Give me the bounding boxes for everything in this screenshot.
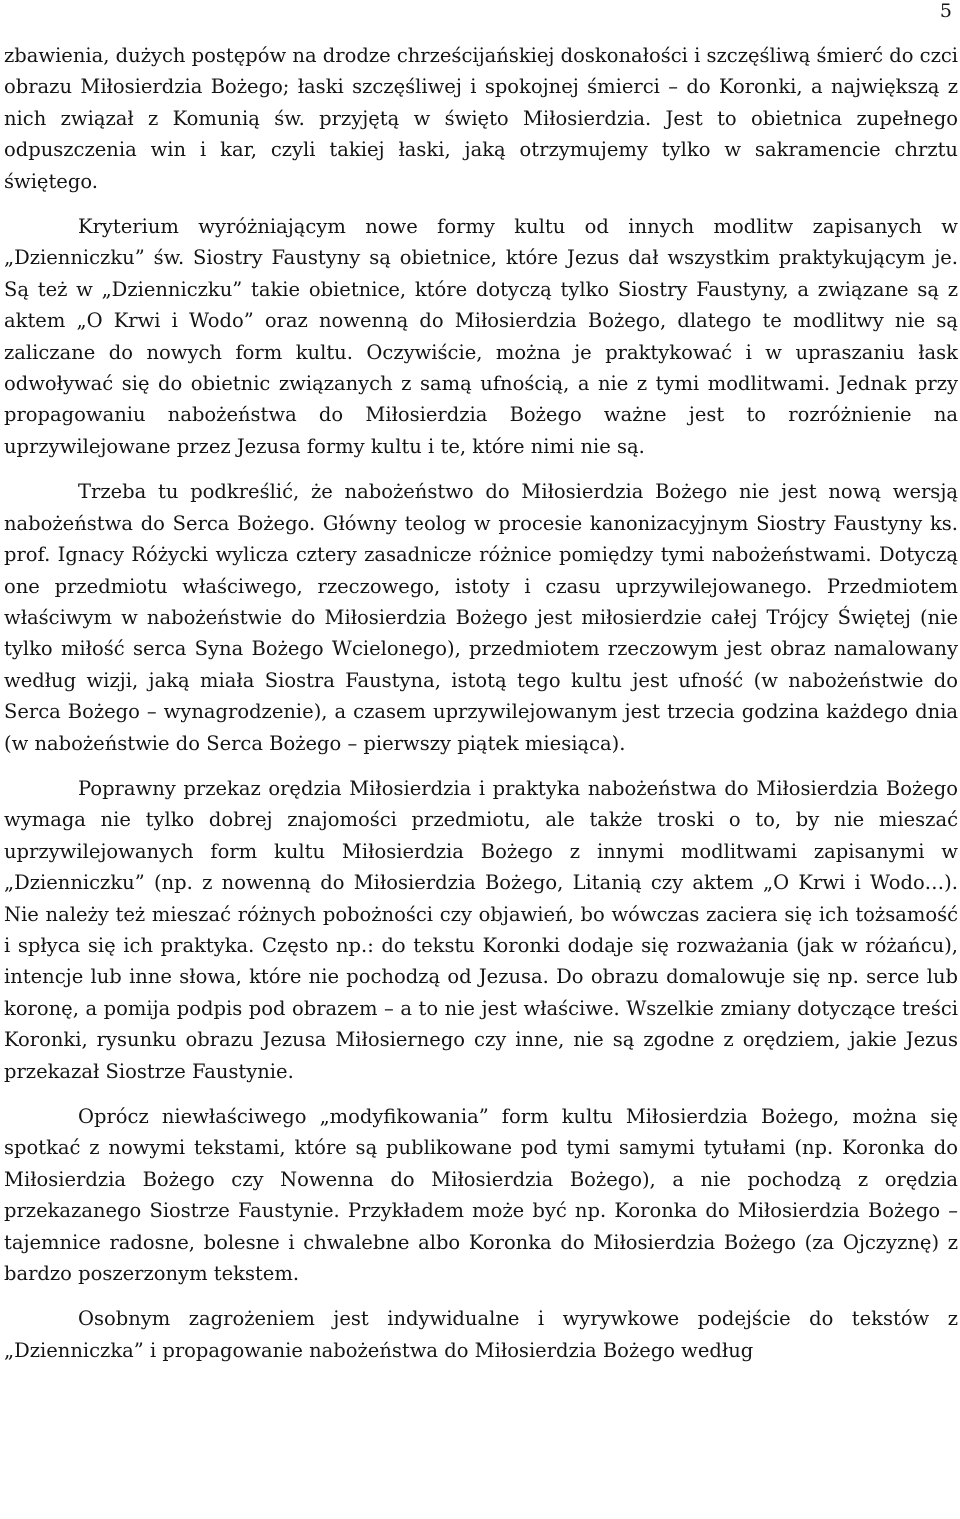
page-number: 5: [939, 0, 952, 22]
paragraph-4: Poprawny przekaz orędzia Miłosierdzia i praktyka nabożeństwa do Miłosierdzia Bożego wymaga nie tylko dobrej znajomości przedmiotu, ale także troski o to, by nie mieszać uprzywilejowanych form kultu Miłosierdzia Bożego z innymi modlitwami zapisanymi w „Dzienniczku” (np. z nowenną do Miłosierdzia Bożego, Litanią czy aktem „O Krwi i Wodo…). Nie należy też mieszać różnych pobożności czy objawień, bo wówczas zaciera się ich tożsamość i spłyca się ich praktyka. Często np.: do tekstu Koronki dodaje się rozważania (jak w różańcu), intencje lub inne słowa, które nie pochodzą od Jezusa. Do obrazu domalowuje się np. serce lub koronę, a pomija podpis pod obrazem – a to nie jest właściwe. Wszelkie zmiany dotyczące treści Koronki, rysunku obrazu Jezusa Miłosiernego czy inne, nie są zgodne z orędziem, jakie Jezus przekazał Siostrze Faustynie.: [4, 776, 958, 1083]
paragraph-3: Trzeba tu podkreślić, że nabożeństwo do Miłosierdzia Bożego nie jest nową wersją nabożeństwa do Serca Bożego. Główny teolog w procesie kanonizacyjnym Siostry Faustyny ks. prof. Ignacy Różycki wylicza cztery zasadnicze różnice pomiędzy tymi nabożeństwami. Dotyczą one przedmiotu właściwego, rzeczowego, istoty i czasu uprzywilejowanego. Przedmiotem właściwym w nabożeństwie do Miłosierdzia Bożego jest miłosierdzie całej Trójcy Świętej (nie tylko miłość serca Syna Bożego Wcielonego), przedmiotem rzeczowym jest obraz namalowany według wizji, jaką miała Siostra Faustyna, istotą tego kultu jest ufność (w nabożeństwie do Serca Bożego – wynagrodzenie), a czasem uprzywilejowanym jest trzecia godzina każdego dnia (w nabożeństwie do Serca Bożego – pierwszy piątek miesiąca).: [4, 480, 958, 755]
paragraph-1: zbawienia, dużych postępów na drodze chrześcijańskiej doskonałości i szczęśliwą śmierć do czci obrazu Miłosierdzia Bożego; łaski szczęśliwej i spokojnej śmierci – do Koronki, a największą z nich związał z Komunią św. przyjętą w święto Miłosierdzia. Jest to obietnica zupełnego odpuszczenia win i kar, czyli takiej łaski, jaką otrzymujemy tylko w sakramencie chrztu świętego.: [4, 44, 959, 193]
paragraph-2: Kryterium wyróżniającym nowe formy kultu od innych modlitw zapisanych w „Dzienniczku” św. Siostry Faustyny są obietnice, które Jezus dał wszystkim praktykującym je. Są też w „Dzienniczku” takie obietnice, które dotyczą tylko Siostry Faustyny, a związane są z aktem „O Krwi i Wodo” oraz nowenną do Miłosierdzia Bożego, dlatego te modlitwy nie są zaliczane do nowych form kultu. Oczywiście, można je praktykować i w upraszaniu łask odwoływać się do obietnic związanych z samą ufnością, a nie z tymi modlitwami. Jednak przy propagowaniu nabożeństwa do Miłosierdzia Bożego ważne jest to rozróżnienie na uprzywilejowane przez Jezusa formy kultu i te, które nimi nie są.: [4, 215, 958, 458]
paragraph-6: Osobnym zagrożeniem jest indywidualne i wyrywkowe podejście do tekstów z „Dzienniczka” i propagowanie nabożeństwa do Miłosierdzia Bożego według: [4, 1307, 958, 1362]
paragraph-5: Oprócz niewłaściwego „modyfikowania” form kultu Miłosierdzia Bożego, można się spotkać z nowymi tekstami, które są publikowane pod tymi samymi tytułami (np. Koronka do Miłosierdzia Bożego czy Nowenna do Miłosierdzia Bożego), a nie pochodzą z orędzia przekazanego Siostrze Faustynie. Przykładem może być np. Koronka do Miłosierdzia Bożego – tajemnice radosne, bolesne i chwalebne albo Koronka do Miłosierdzia Bożego (za Ojczyznę) z bardzo poszerzonym tekstem.: [4, 1105, 958, 1286]
document-body: [4, 40, 958, 1366]
